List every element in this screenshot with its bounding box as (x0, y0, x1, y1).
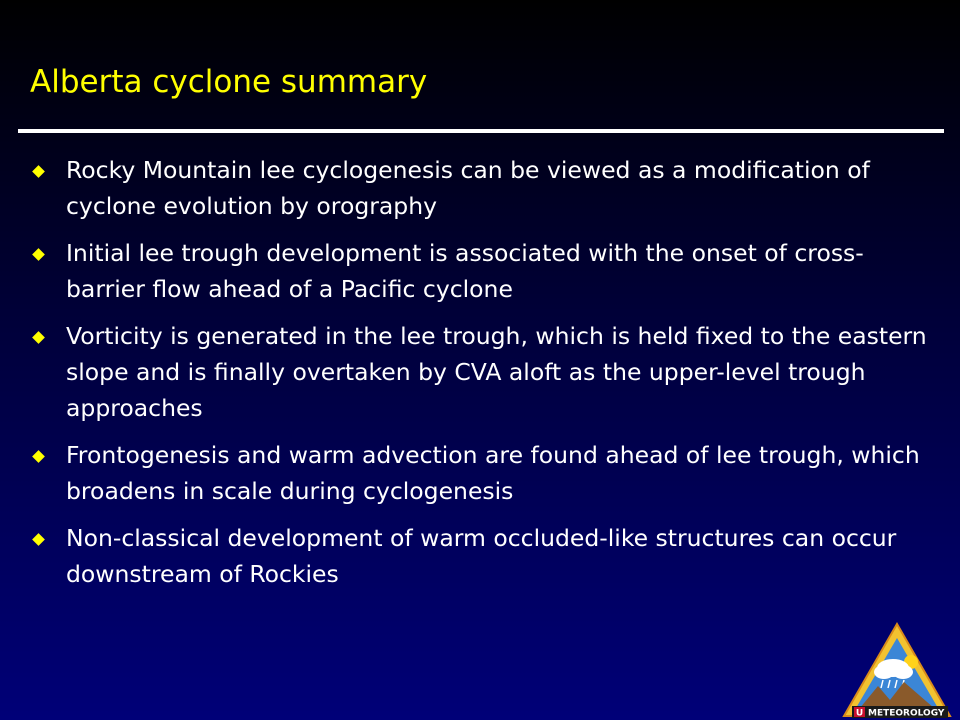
bullet-text: Rocky Mountain lee cyclogenesis can be viewed as a modification of cyclone evolution by orography (66, 156, 870, 220)
diamond-bullet-icon (32, 533, 45, 546)
logo-label: METEOROLOGY (868, 708, 945, 719)
bullet-list (34, 152, 934, 603)
diamond-bullet-icon (32, 165, 45, 178)
meteorology-logo (838, 620, 956, 720)
bullet-text: Frontogenesis and warm advection are found ahead of lee trough, which broadens in scale during cyclogenesis (66, 441, 920, 505)
bullet-item (34, 318, 934, 426)
bullet-item (34, 437, 934, 509)
bullet-item (34, 520, 934, 592)
slide-title: Alberta cyclone summary (30, 64, 428, 100)
bullet-item (34, 152, 934, 224)
diamond-bullet-icon (32, 450, 45, 463)
bullet-text: Vorticity is generated in the lee trough, which is held fixed to the eastern slope and is finally overtaken by CVA aloft as the upper-level trough approaches (66, 322, 927, 422)
university-badge-letter: U (855, 708, 864, 719)
diamond-bullet-icon (32, 248, 45, 261)
bullet-text: Initial lee trough development is associated with the onset of cross-barrier flow ahead of a Pacific cyclone (66, 239, 864, 303)
bullet-text: Non-classical development of warm occluded-like structures can occur downstream of Rockies (66, 524, 897, 588)
diamond-bullet-icon (32, 331, 45, 344)
title-divider (18, 129, 944, 133)
bullet-item (34, 235, 934, 307)
